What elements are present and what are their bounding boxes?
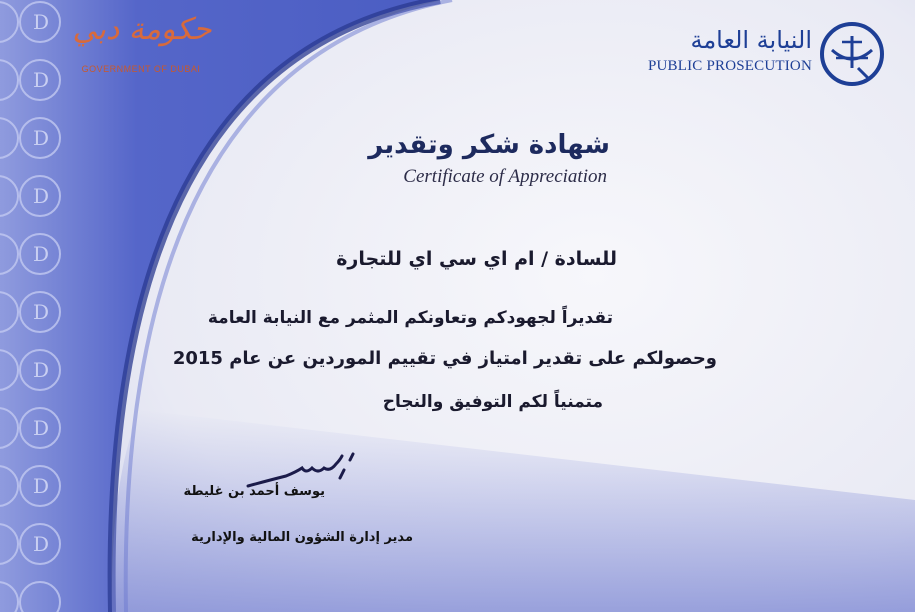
prosecution-emblem-icon — [818, 20, 886, 88]
body-line-1: تقديراً لجهودكم وتعاونكم المثمر مع النيابة العامة — [207, 308, 613, 328]
certificate-title-english: Certificate of Appreciation — [403, 166, 607, 187]
certificate-title-arabic: شهادة شكر وتقدير — [368, 130, 610, 160]
svg-text:D: D — [33, 416, 50, 440]
svg-text:D: D — [33, 358, 50, 382]
signer-title: مدير إدارة الشؤون المالية والإدارية — [191, 530, 413, 545]
svg-text:D: D — [33, 68, 50, 92]
svg-text:D: D — [33, 300, 50, 324]
signer-name: يوسف أحمد بن غليطة — [183, 484, 325, 499]
prosecution-logo-arabic: النيابة العامة — [690, 26, 812, 54]
body-line-2: وحصولكم على تقدير امتياز في تقييم الموردين عن عام 2015 — [172, 348, 717, 369]
prosecution-logo-english: PUBLIC PROSECUTION — [647, 58, 812, 74]
svg-text:D: D — [33, 184, 50, 208]
body-line-3: متمنياً لكم التوفيق والنجاح — [382, 392, 603, 412]
recipient-line: للسادة / ام اي سي اي للتجارة — [336, 248, 617, 270]
svg-text:D: D — [33, 10, 50, 34]
svg-text:D: D — [33, 126, 50, 150]
government-logo-arabic: حكومة دبي — [72, 12, 212, 47]
svg-text:D: D — [33, 532, 50, 556]
svg-text:D: D — [33, 242, 50, 266]
government-logo-english: GOVERNMENT OF DUBAI — [81, 64, 201, 74]
svg-text:D: D — [33, 474, 50, 498]
